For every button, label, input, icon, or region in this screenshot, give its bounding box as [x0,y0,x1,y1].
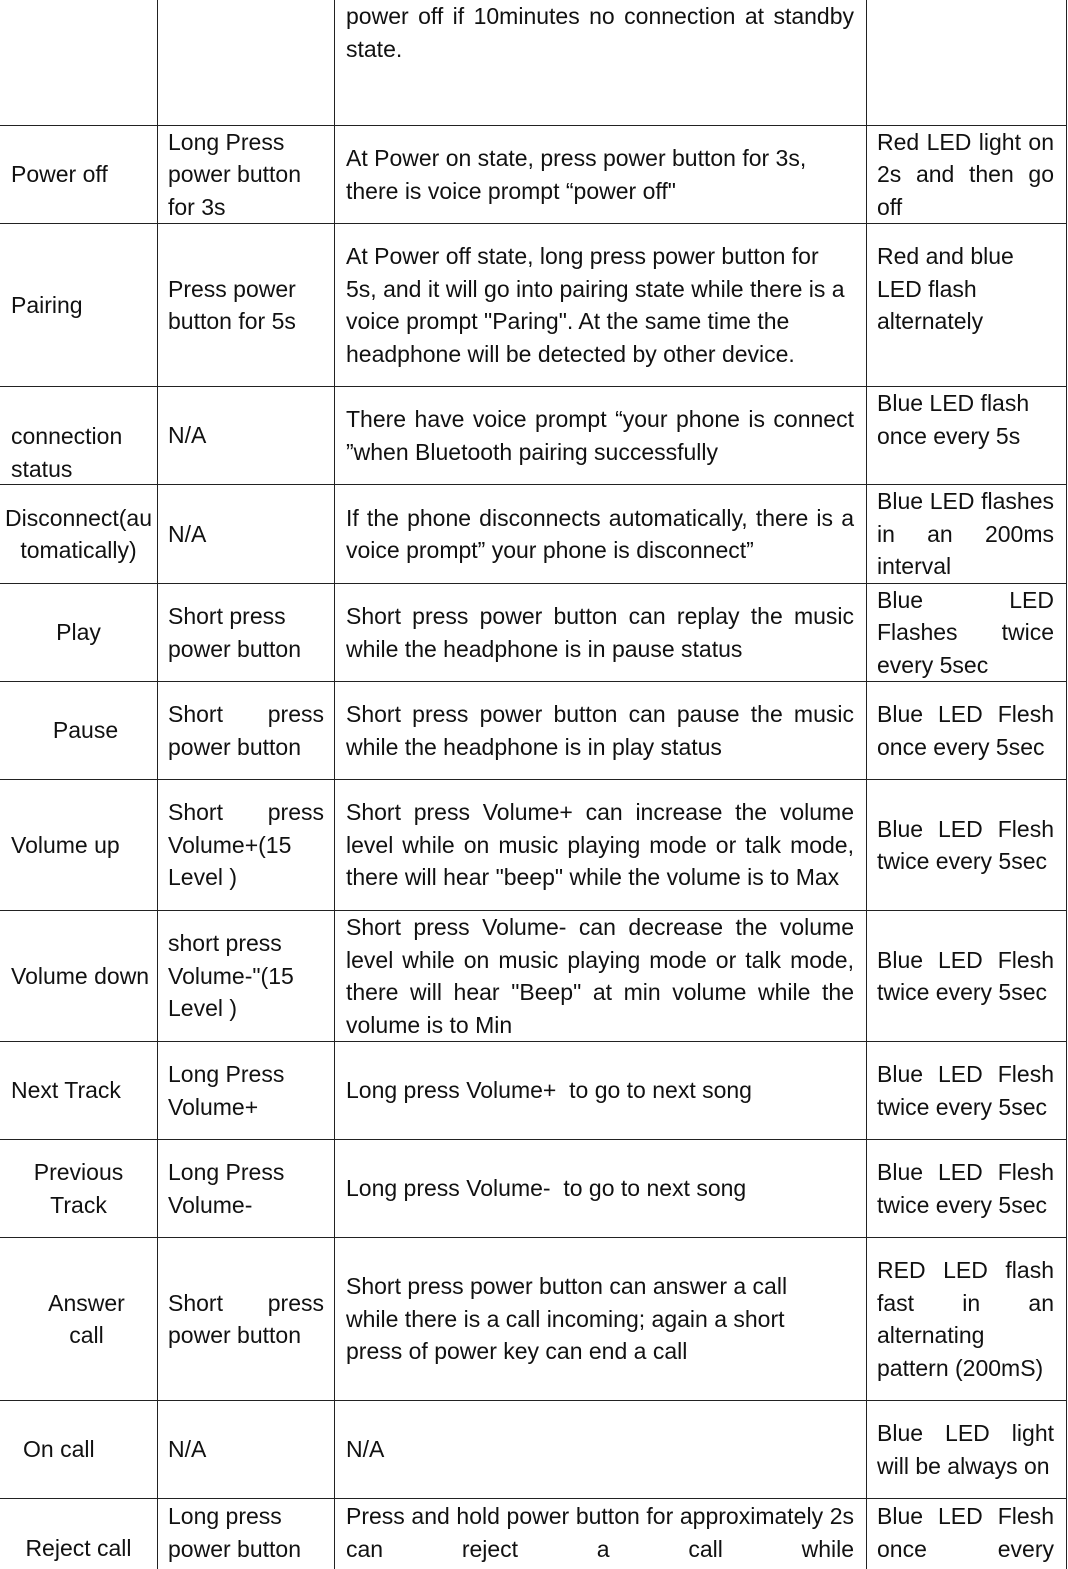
cell-text: Short press power button [168,701,324,760]
cell-text: There have voice prompt “your phone is connect ”when Bluetooth pairing successfully [346,406,854,465]
cell-text: Red and blue LED flash alternately [877,243,1014,334]
cell-text: N/A [346,1436,385,1463]
table-cell-event [0,387,158,485]
cell-text: Short press power button [168,603,301,662]
table-cell-description [335,1499,867,1569]
table-cell-led [867,0,1067,126]
table-cell-led [867,1499,1067,1569]
cell-text: Reject call [25,1534,132,1561]
table-cell-event [0,584,158,682]
table-cell-description [335,387,867,485]
cell-text: power off if 10minutes no connection at standby state. [346,3,854,62]
cell-text: RED LED flash fast in an alternating pattern (200mS) [877,1257,1054,1381]
table-cell-operation [158,682,335,780]
cell-text: Short press Volume- can decrease the volume level while on music playing mode or talk mode, there will hear "Beep" at min volume while the volume is to Min [346,914,854,1038]
cell-text: Short press power button can pause the music while the headphone is in play status [346,701,854,760]
table-cell-description [335,780,867,911]
cell-text: Power off [11,161,108,188]
cell-text: Short press power button [168,1289,324,1348]
cell-text: N/A [168,520,207,547]
cell-text: N/A [168,1436,207,1463]
cell-text: N/A [168,422,207,449]
cell-text: Blue LED flash once every 5s [877,390,1030,449]
table-cell-description [335,485,867,584]
cell-text: Long press power button [168,1503,301,1562]
cell-text: Short press Volume+(15 Level ) [168,799,324,891]
table-cell-operation [158,1238,335,1401]
cell-text: Volume down [11,962,150,989]
table-cell-led [867,682,1067,780]
cell-text: Pairing [11,291,83,318]
table-cell-led [867,126,1067,224]
table-cell-description [335,126,867,224]
cell-text: Previous Track [33,1159,124,1218]
table-cell-description [335,584,867,682]
table-cell-operation [158,485,335,584]
table-cell-led [867,1042,1067,1140]
table-cell-description [335,1140,867,1238]
table-cell-led [867,1401,1067,1499]
cell-text: Long press Volume- to go to next song [346,1175,747,1202]
table-cell-event [0,780,158,911]
cell-text: Red LED light on 2s and then go off [877,128,1054,220]
cell-text: Play [56,619,101,646]
table-cell-event [0,1140,158,1238]
cell-text: Pause [52,717,119,744]
cell-text: Disconnect(automatically) [4,504,153,563]
table-cell-led [867,911,1067,1042]
table-cell-description [335,0,867,126]
cell-text: connection status [11,423,123,482]
table-cell-description [335,1401,867,1499]
table-cell-operation [158,911,335,1042]
table-cell-operation [158,1499,335,1569]
table-cell-event [0,911,158,1042]
cell-text: Long Press power button for 3s [168,128,301,220]
cell-text: Blue LED Flashes twice every 5sec [877,586,1054,678]
table-cell-event [0,0,158,126]
cell-text: Press power button for 5s [168,275,296,334]
table-cell-operation [158,584,335,682]
table-cell-operation [158,0,335,126]
cell-text: Blue LED Flesh twice every 5sec [877,1061,1054,1120]
table-cell-event [0,1238,158,1401]
table-cell-event [0,485,158,584]
table-cell-description [335,911,867,1042]
cell-text: short press Volume-"(15 Level ) [168,930,294,1022]
table-cell-led [867,1140,1067,1238]
cell-text: Long Press Volume+ [168,1061,285,1120]
table-cell-operation [158,126,335,224]
table-cell-led [867,1238,1067,1401]
table-cell-description [335,1042,867,1140]
table-cell-description [335,682,867,780]
cell-text: Volume up [11,831,120,858]
table-cell-event [0,1042,158,1140]
cell-text: At Power on state, press power button for 3s, there is voice prompt “power off" [346,145,807,204]
cell-text: Next Track [11,1077,121,1104]
cell-text: Long Press Volume- [168,1159,285,1218]
table-cell-operation [158,1042,335,1140]
table-cell-event [0,1499,158,1569]
cell-text: Blue LED Flesh twice every 5sec [877,1159,1054,1218]
cell-text: Short press power button can answer a call while there is a call incoming; again a short press of power key can end a call [346,1273,788,1365]
table-cell-led [867,780,1067,911]
table-cell-operation [158,1401,335,1499]
cell-text: If the phone disconnects automatically, there is a voice prompt” your phone is disconnect” [346,504,854,563]
cell-text: Answer call [48,1289,125,1348]
table-cell-operation [158,780,335,911]
cell-text: Blue LED Flesh twice every 5sec [877,946,1054,1005]
table-cell-operation [158,1140,335,1238]
table-cell-operation [158,387,335,485]
cell-text: Long press Volume+ to go to next song [346,1077,752,1104]
cell-text: Blue LED Flesh once every [877,1503,1054,1562]
cell-text: On call [23,1436,95,1463]
cell-text: Press and hold power button for approximately 2s can reject a call while [346,1503,854,1562]
cell-text: Blue LED Flesh once every 5sec [877,701,1054,760]
table-cell-led [867,584,1067,682]
table-cell-event [0,682,158,780]
table-cell-description [335,1238,867,1401]
table-cell-led [867,387,1067,485]
table-cell-description [335,224,867,387]
cell-text: Blue LED light will be always on [877,1420,1054,1479]
table-cell-event [0,1401,158,1499]
cell-text: Short press Volume+ can increase the volume level while on music playing mode or talk mode, there will hear "beep" while the volume is to Max [346,799,854,891]
table-cell-event [0,126,158,224]
cell-text: At Power off state, long press power button for 5s, and it will go into pairing state while there is a voice prompt "Paring". At the same time the headphone will be detected by other device. [346,243,845,367]
cell-text: Blue LED Flesh twice every 5sec [877,815,1054,874]
table-cell-led [867,224,1067,387]
table-cell-event [0,224,158,387]
cell-text: Short press power button can replay the music while the headphone is in pause status [346,603,854,662]
cell-text: Blue LED flashes in an 200ms interval [877,488,1054,580]
table-cell-operation [158,224,335,387]
table-cell-led [867,485,1067,584]
